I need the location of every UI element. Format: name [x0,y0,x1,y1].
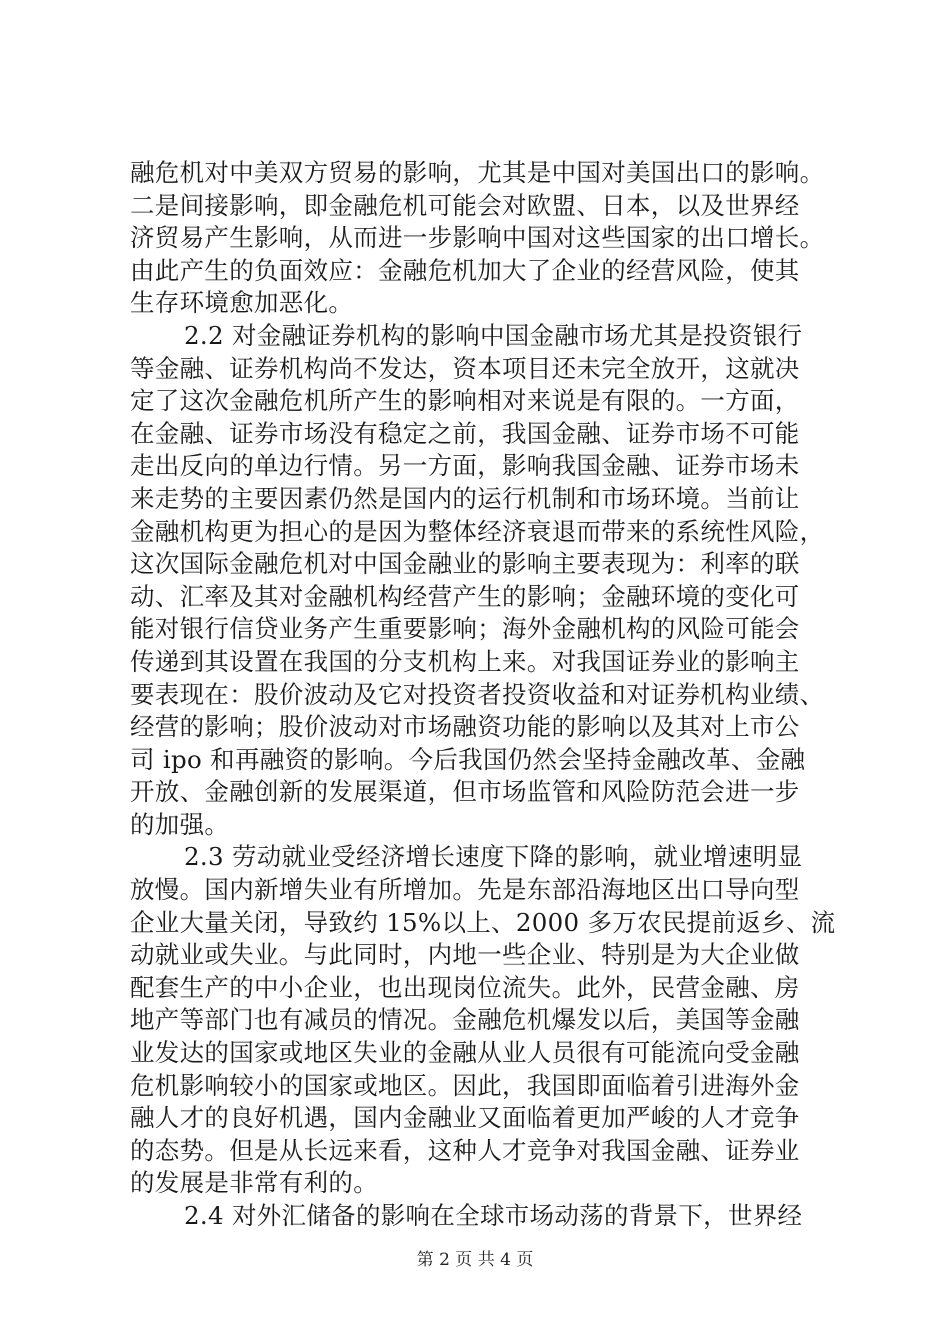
text-line: 开放、金融创新的发展渠道，但市场监管和风险防范会进一步 [130,777,800,807]
text-line: 的态势。但是从长远来看，这种人才竞争对我国金融、证券业 [130,1135,800,1165]
text-line: 能对银行信贷业务产生重要影响；海外金融机构的风险可能会 [130,614,800,644]
text-line: 生存环境愈加恶化。 [130,288,354,318]
text-line: 的发展是非常有利的。 [130,1168,378,1198]
text-line: 放慢。国内新增失业有所增加。先是东部沿海地区出口导向型 [130,875,800,905]
text-line: 动就业或失业。与此同时，内地一些企业、特别是为大企业做 [130,940,800,970]
text-line: 司 ipo 和再融资的影响。今后我国仍然会坚持金融改革、金融 [130,744,806,774]
text-line: 2.2 对金融证券机构的影响中国金融市场尤其是投资银行 [184,320,803,350]
text-line: 由此产生的负面效应：金融危机加大了企业的经营风险，使其 [130,255,800,285]
text-line: 定了这次金融危机所产生的影响相对来说是有限的。一方面， [130,386,800,416]
text-line: 的加强。 [130,809,230,839]
text-line: 危机影响较小的国家或地区。因此，我国即面临着引进海外金 [130,1070,800,1100]
text-line: 业发达的国家或地区失业的金融从业人员很有可能流向受金融 [130,1038,800,1068]
page-footer: 第 2 页 共 4 页 [416,1250,534,1270]
text-line: 2.4 对外汇储备的影响在全球市场动荡的背景下，世界经 [184,1201,803,1230]
text-line: 这次国际金融危机对中国金融业的影响主要表现为：利率的联 [130,549,800,579]
text-line: 配套生产的中小企业，也出现岗位流失。此外，民营金融、房 [130,972,800,1002]
text-line: 济贸易产生影响，从而进一步影响中国对这些国家的出口增长。 [130,223,825,253]
text-line: 金融机构更为担心的是因为整体经济衰退而带来的系统性风险， [130,516,825,546]
text-line: 经营的影响；股价波动对市场融资功能的影响以及其对上市公 [130,712,800,742]
text-line: 动、汇率及其对金融机构经营产生的影响；金融环境的变化可 [130,581,800,611]
document-body [130,157,836,1233]
text-line: 企业大量关闭，导致约 15%以上、2000 多万农民提前返乡、流 [130,907,836,937]
text-line: 在金融、证券市场没有稳定之前，我国金融、证券市场不可能 [130,418,800,448]
text-line: 二是间接影响，即金融危机可能会对欧盟、日本，以及世界经 [130,190,800,220]
text-line: 传递到其设置在我国的分支机构上来。对我国证券业的影响主 [130,646,800,676]
text-line: 融危机对中美双方贸易的影响，尤其是中国对美国出口的影响。 [130,158,825,187]
text-line: 地产等部门也有减员的情况。金融危机爆发以后，美国等金融 [130,1005,800,1035]
text-line: 2.3 劳动就业受经济增长速度下降的影响，就业增速明显 [184,842,803,872]
text-line: 要表现在：股价波动及它对投资者投资收益和对证券机构业绩、 [130,679,825,709]
text-line: 来走势的主要因素仍然是国内的运行机制和市场环境。当前让 [130,483,800,513]
text-line: 融人才的良好机遇，国内金融业又面临着更加严峻的人才竞争 [130,1103,800,1133]
text-line: 走出反向的单边行情。另一方面，影响我国金融、证券市场未 [130,451,800,481]
text-line: 等金融、证券机构尚不发达，资本项目还未完全放开，这就决 [130,353,800,383]
